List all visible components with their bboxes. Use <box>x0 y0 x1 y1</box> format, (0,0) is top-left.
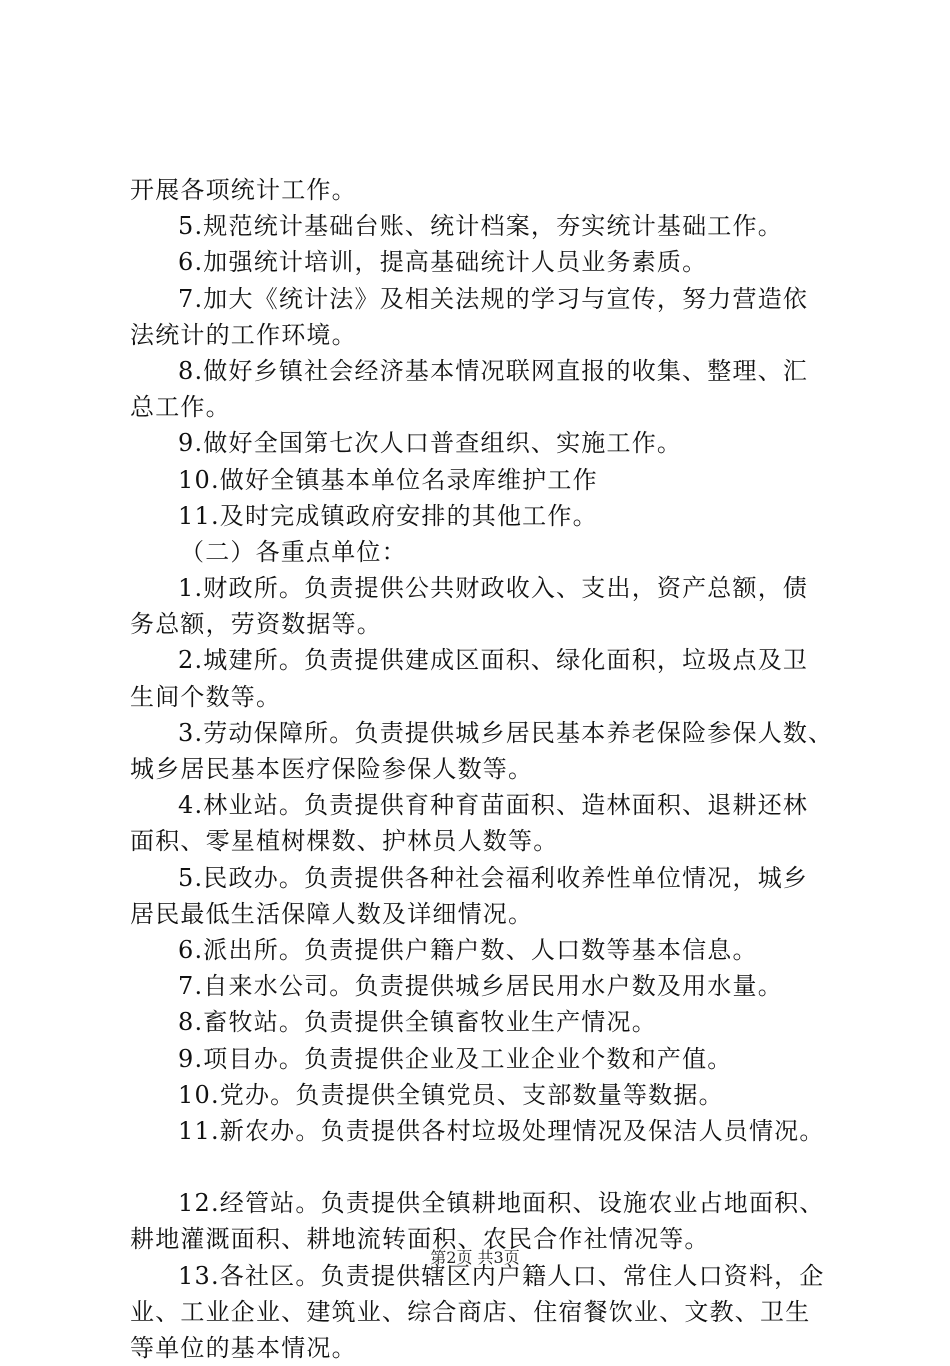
unit-item-6: 6.派出所。负责提供户籍户数、人口数等基本信息。 <box>178 935 758 964</box>
unit-item-11: 11.新农办。负责提供各村垃圾处理情况及保洁人员情况。 <box>178 1116 825 1145</box>
text-line: 法统计的工作环境。 <box>130 320 357 349</box>
text-line: 业、工业企业、建筑业、综合商店、住宿餐饮业、文教、卫生 <box>130 1297 811 1326</box>
text-line: 等单位的基本情况。 <box>130 1334 357 1362</box>
unit-item-1: 1.财政所。负责提供公共财政收入、支出，资产总额，债 <box>178 574 809 603</box>
text-line: 务总额，劳资数据等。 <box>130 610 382 639</box>
list-item-8: 8.做好乡镇社会经济基本情况联网直报的收集、整理、汇 <box>178 356 809 385</box>
text-line: 城乡居民基本医疗保险参保人数等。 <box>130 755 534 783</box>
document-body <box>130 172 834 1366</box>
blank-line <box>130 1149 830 1185</box>
text-line: 居民最低生活保障人数及详细情况。 <box>130 899 534 928</box>
list-item-11: 11.及时完成镇政府安排的其他工作。 <box>178 501 598 530</box>
unit-item-5: 5.民政办。负责提供各种社会福利收养性单位情况，城乡 <box>178 863 809 892</box>
page-number-footer: 第2页 共3页 <box>430 1248 520 1267</box>
list-item-7: 7.加大《统计法》及相关法规的学习与宣传，努力营造依 <box>178 284 809 313</box>
unit-item-8: 8.畜牧站。负责提供全镇畜牧业生产情况。 <box>178 1008 657 1037</box>
unit-item-3: 3.劳动保障所。负责提供城乡居民基本养老保险参保人数、 <box>178 718 834 747</box>
text-line: 开展各项统计工作。 <box>130 176 357 204</box>
list-item-10: 10.做好全镇基本单位名录库维护工作 <box>178 465 598 494</box>
unit-item-4: 4.林业站。负责提供育种育苗面积、造林面积、退耕还林 <box>178 791 809 820</box>
text-line: 面积、零星植树棵数、护林员人数等。 <box>130 827 559 856</box>
text-line: 耕地灌溉面积、耕地流转面积、农民合作社情况等。 <box>130 1225 710 1254</box>
list-item-9: 9.做好全国第七次人口普查组织、实施工作。 <box>178 429 683 458</box>
unit-item-13: 13.各社区。负责提供辖区内户籍人口、常住人口资料，企 <box>178 1261 825 1290</box>
unit-item-7: 7.自来水公司。负责提供城乡居民用水户数及用水量。 <box>178 972 783 1001</box>
unit-item-10: 10.党办。负责提供全镇党员、支部数量等数据。 <box>178 1080 724 1109</box>
text-line: 总工作。 <box>130 393 231 422</box>
list-item-5: 5.规范统计基础台账、统计档案，夯实统计基础工作。 <box>178 212 783 241</box>
unit-item-12: 12.经管站。负责提供全镇耕地面积、设施农业占地面积、 <box>178 1189 825 1218</box>
unit-item-9: 9.项目办。负责提供企业及工业企业个数和产值。 <box>178 1044 733 1073</box>
unit-item-2: 2.城建所。负责提供建成区面积、绿化面积，垃圾点及卫 <box>178 646 809 675</box>
section-heading: （二）各重点单位： <box>180 537 407 566</box>
text-line: 生间个数等。 <box>130 682 282 711</box>
list-item-6: 6.加强统计培训，提高基础统计人员业务素质。 <box>178 248 708 277</box>
